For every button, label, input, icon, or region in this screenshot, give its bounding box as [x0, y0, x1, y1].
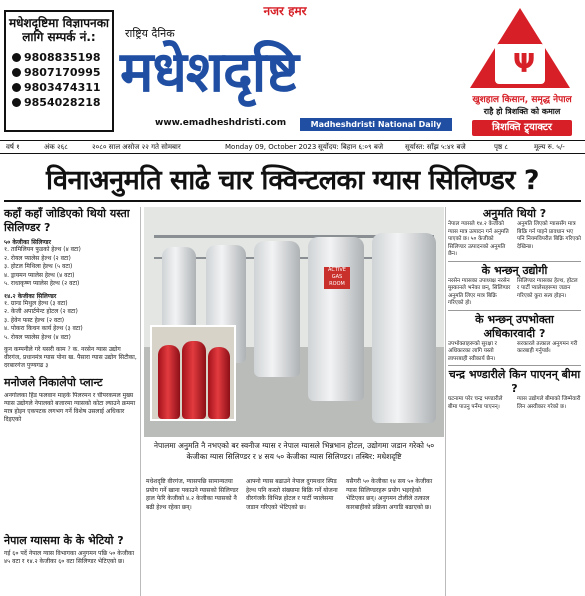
info-date-np: २०८० साल असोज २२ गते सोमबार — [92, 143, 181, 151]
list-item: ४. ड्रायमन प्यालेस हेल्थ (४ वटा) — [4, 271, 75, 279]
article-column: यसैगरी ५० केजीका १४ सय ५० केजीका ग्यास सिलिण्डरहरू प्रयोग भइरहेको भेटिएका छन्। अनुगमन टोलीले तत्काल कारबाहीको प्रक्रिया अगाडि बढाएको छ। — [346, 478, 433, 511]
section-body: नरसेन ग्यासका उपाध्यक्ष नरसेन मुस्कानले भनेका छन्, सिलिण्डर अनुमति लिएर मात्र बिक्रि गरिएको हो। — [448, 277, 511, 306]
section-body: गई ६० पर्दे नेपाल ग्यास विभागका अनुगमन पछि ५० केजीका ४५ वटा र १४.२ केजीका ६० वटा सिलिण्डर भेटिएको छ। — [4, 550, 135, 565]
list-item: ५. राधाकृष्ण प्यालेस हेल्थ (२ वटा) — [4, 280, 80, 287]
list-item: २. रोयल प्यालेस हेल्थ (२ वटा) — [4, 254, 71, 262]
section-body: घटनामा परेर चन्द्र भण्डारीले बीमा पाउनु पर्नेमा पाएनन्। — [448, 396, 503, 410]
info-sunrise: सूर्योदय: बिहान ६:०९ बजे — [318, 143, 384, 151]
phone-text: 9808835198 — [24, 51, 101, 64]
info-year: वर्ष १ — [6, 143, 20, 151]
section-body: अनुमति लिएको ग्याससँग मात्र बिक्रि गर्न पाइने प्रावधान भए पनि नियमविपरीत बिक्रि गरिएको देखिन्छ। — [517, 221, 581, 250]
daily-tag: राष्ट्रिय दैनिक — [125, 27, 175, 40]
english-name: Madheshdristi National Daily — [300, 118, 452, 131]
phone-icon — [12, 83, 21, 92]
top-tag: नजर हमर — [263, 4, 307, 18]
ad-left-title: मधेशदृष्टिमा विज्ञापनका लागि सम्पर्क नं.: — [8, 16, 110, 44]
cylinder-image — [372, 233, 436, 423]
phone-text: 9803474311 — [24, 81, 101, 94]
list-item: ४. पोकरा किचन कार्य हेल्थ (३ वटा) — [4, 325, 83, 332]
photo-caption: नेपालमा अनुमति नै नभएको बर स्वनीज ग्यास र नेपाल ग्यासले भिन्नभान होटल, उद्योगमा जडान गरेको ५० केजीका ग्यास सिलिण्डर र ४ सय ५० केजीका ग्यास सिलिण्डर। तस्बिर: मधेशदृष्टि — [153, 441, 435, 461]
list-item: ५. रोयल प्यालेस हेल्थ (४ वटा) — [4, 333, 71, 341]
info-pages: पृष्ठ ८ — [494, 143, 508, 151]
column-divider — [140, 207, 141, 596]
main-headline: विनाअनुमति साढे चार क्विन्टलका ग्यास सिलिण्डर ? — [45, 165, 539, 196]
lead-photo — [144, 207, 444, 437]
list-item: २. केजी अपार्टमेन्ट होटल (२ वटा) — [4, 308, 78, 315]
cylinder-image — [308, 237, 364, 401]
website-url[interactable]: www.emadheshdristi.com — [155, 118, 287, 128]
section-title: कहाँ कहाँ जोडिएको थियो यस्ता सिलिण्डर ? — [4, 207, 130, 234]
section-title: नेपाल ग्यासमा के के भेटियो ? — [4, 534, 124, 547]
phone-list — [6, 50, 112, 110]
phone-text: 9854028218 — [24, 96, 101, 109]
list-item: ३. हेवेन फस्ट हेल्थ (२ वटा) — [4, 316, 65, 324]
divider — [4, 200, 581, 202]
phone-text: 9807170995 — [24, 66, 101, 79]
section-body: उपभोक्ताहरूको सुरक्षा र अधिकारका लागि यस्तो लापरबाही स्वीकार्य छैन। — [448, 340, 497, 362]
list-item: १. तामिलियन फुडको हेल्थ (४ वटा) — [4, 246, 81, 253]
ad-brand: त्रिशक्ति ट्र्याक्टर — [472, 120, 572, 136]
phone-icon — [12, 68, 21, 77]
list-item: १. ग्रान्ड मिथुल हेल्थ (३ वटा) — [4, 299, 68, 307]
info-issue: अंक २६८ — [44, 143, 68, 151]
info-sunset: सूर्यास्त: साँझ ५:४१ बजे — [405, 143, 466, 151]
phone-icon — [12, 98, 21, 107]
section-title: मनोजले निकालेपो प्लान्ट — [4, 376, 103, 389]
left-note: कुन कम्पनीले गरे यसरी काम ? क. नरसेन ग्यास उद्योग वीरगंज, प्रधानमंत्र ग्यास पोना ख. पैसारा ग्यास उद्योग सिटीका, दरबारगंज पुण्यगढ ३ — [4, 346, 137, 369]
cylinder-image — [254, 241, 300, 377]
article-column: आफ्नो ग्यास बढाउने नेपाल दुगमधार स्पिड हेल्थ पनि कस्तो संख्यामा बिक्रि गर्ने योजना वीरगंजकै विभिन्न होटल र पार्टी प्यालेसमा जडान गरिएको भेटिएको छ। — [246, 478, 338, 511]
ad-slogan-2: राहै हो त्रिशक्ति को कमाल — [483, 107, 561, 116]
phone-number — [12, 80, 112, 95]
logo — [120, 28, 460, 118]
gas-room-sign: ACTIVE GAS ROOM — [324, 267, 350, 289]
ad-box-right — [462, 4, 582, 138]
phone-number — [12, 50, 112, 65]
list-heading: ५० केजीका सिलिण्डर — [4, 239, 51, 246]
logo-text: मधेशदृष्टि — [120, 40, 298, 105]
info-price: मूल्य रु. ५/- — [534, 143, 565, 151]
phone-number — [12, 95, 112, 110]
article-column: मधेशदृष्टि वीरगंज, ग्यासपछि सामान्यतया प्रयोग गर्ने खाना पकाउने ग्यासको सिलिण्डर हाल फेरि केजीको ४.२ केजीका ग्यासको नै बढी हेल्थ रहेका छन्। — [146, 478, 239, 511]
section-body: नेपाल ग्यासले १४.२ केजीको ग्यास मात्र उत्पादन गर्न अनुमति पाएको छ। ५० केजीको सिलिण्डर उत्पादनको अनुमति छैन। — [448, 221, 509, 257]
info-bar — [0, 140, 585, 154]
phone-number — [12, 65, 112, 80]
section-body: ग्यास उद्योगले बीमाको जिम्मेवारी लिन अस्वीकार गरेको छ। — [517, 396, 581, 410]
section-body: सिलिण्डर ग्यासका हेल्थ, होटल र पार्टी प्यालेसहरूमा जडान गरिएको कुरा सत्य होइन। — [517, 277, 578, 299]
section-title: अनुमति थियो ? — [482, 207, 547, 220]
inset-photo — [150, 325, 236, 421]
ad-slogan: खुशहाल किसान, समृद्ध नेपाल — [472, 95, 572, 105]
section-body: सरकारले तत्काल अनुगमन गरी कारबाही गर्नुपर्छ। — [517, 340, 578, 354]
left-column — [4, 207, 138, 596]
list-item: ३. होटल मिथिला हेल्थ (५ वटा) — [4, 263, 73, 270]
section-title: चन्द्र भण्डारीले किन पाएनन् बीमा ? — [448, 368, 581, 395]
trident-icon: Ψ — [513, 49, 536, 79]
section-body: अनगोलका हिंड फलवान माहके पिलरमन र चीपरकमल मुख्य ग्यास उद्योगले नेपालको बजारमा ग्यासको कोटा ल्याउने क्रममा मात्र होइन एकपटक लगभग गर्ने विशेष उसलाई अधिकार दिइएको — [4, 392, 136, 423]
section-title: के भन्छन् उद्योगी — [481, 263, 548, 277]
section-title: के भन्छन् उपभोक्ता अधिकारवादी ? — [475, 312, 554, 340]
right-column — [448, 207, 581, 596]
phone-icon — [12, 53, 21, 62]
ad-box-left — [4, 10, 114, 132]
info-date-en: Monday 09, October 2023 — [225, 143, 317, 151]
list-heading: १४.२ केजीका सिलिण्डर — [4, 292, 57, 300]
masthead — [0, 0, 585, 140]
column-divider — [445, 207, 446, 596]
